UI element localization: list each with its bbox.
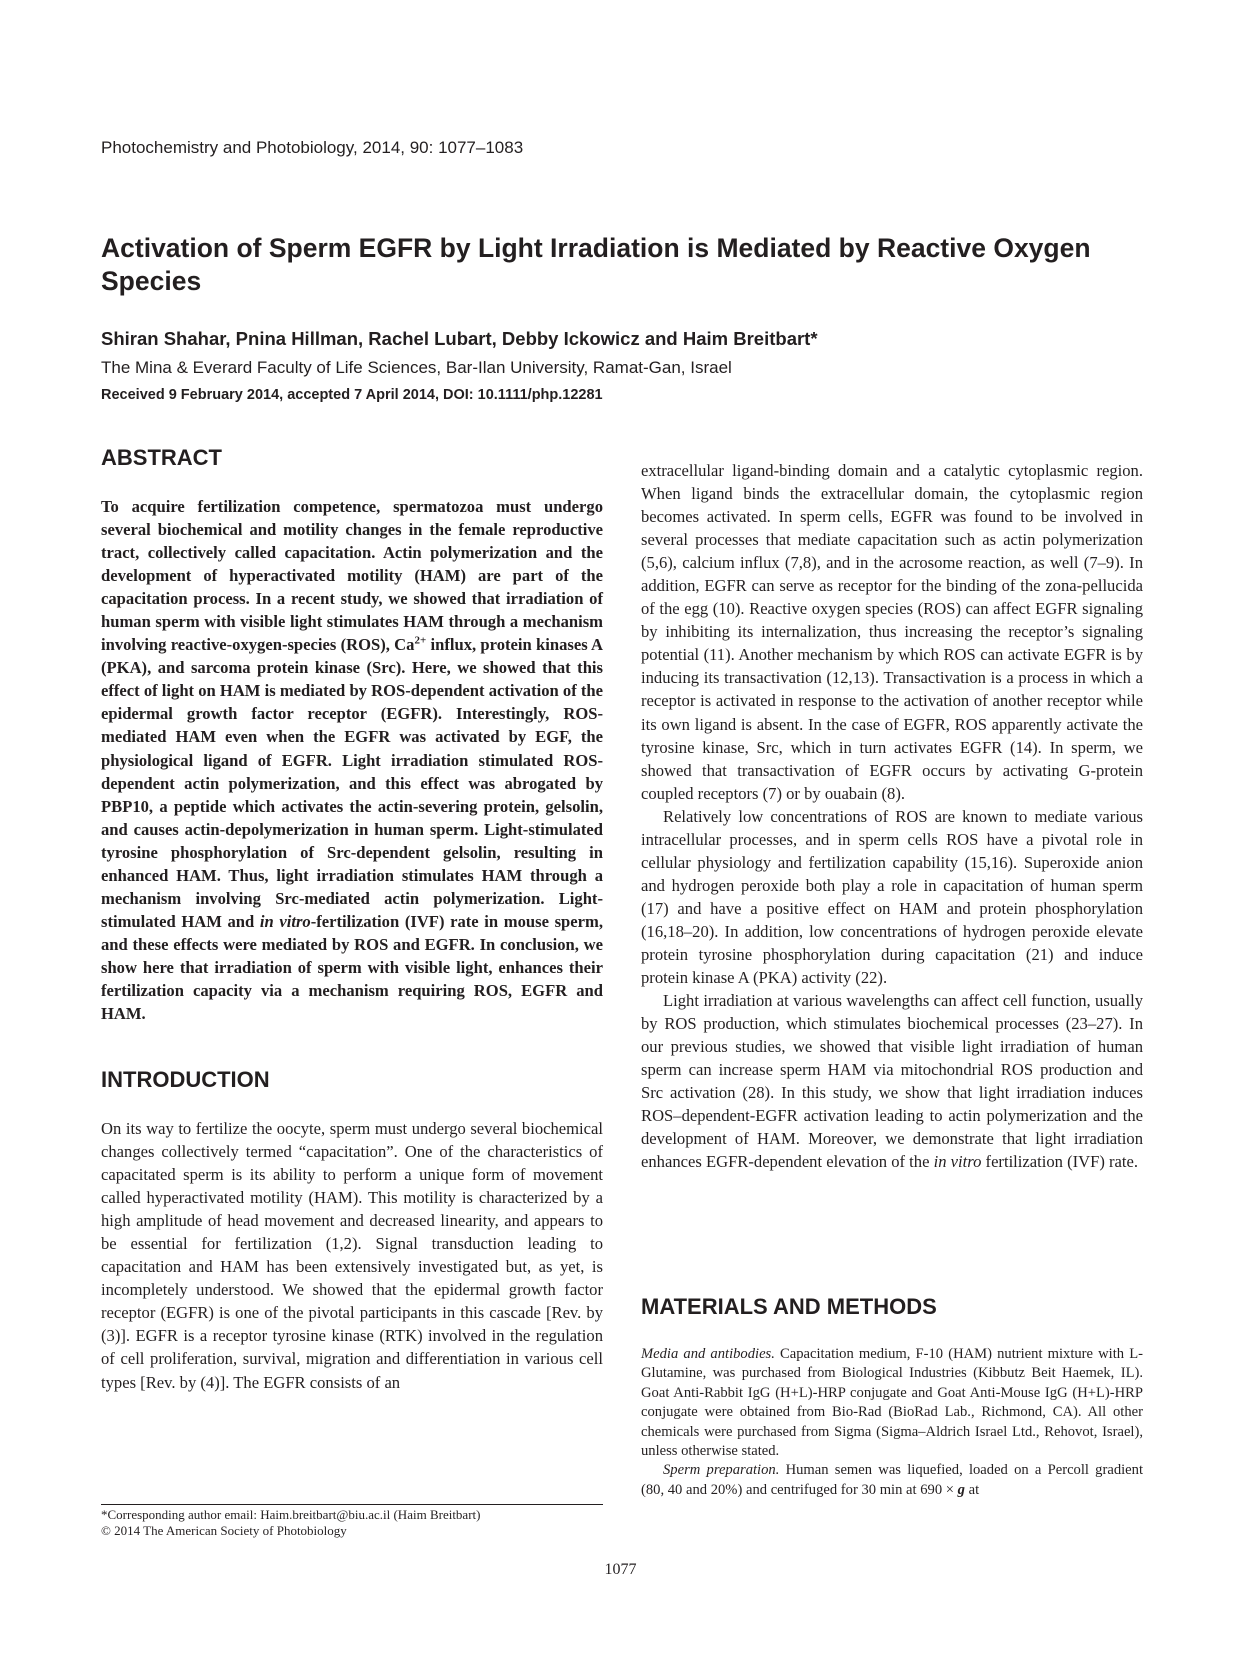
footnote-divider bbox=[101, 1504, 603, 1505]
methods-heading: MATERIALS AND METHODS bbox=[641, 1294, 937, 1319]
corresponding-author: *Corresponding author email: Haim.breitbart@biu.ac.il (Haim Breitbart) bbox=[101, 1507, 481, 1522]
sperm-preparation-label: Sperm preparation. bbox=[663, 1462, 780, 1479]
abstract-italic: in vitro bbox=[259, 911, 311, 931]
media-antibodies-text: Capacitation medium, F-10 (HAM) nutrient mixture with L-Glutamine, was purchased from Biological Industries (Kibbutz Beit Haemek, IL). Goat Anti-Rabbit IgG (H+L)-HRP conjugate and Goat Anti-Mouse IgG (H+L)-HRP conjugate were obtained from Bio-Rad (BioRad Lab., Richmond, CA). All other chemicals were purchased from Sigma (Sigma–Aldrich Israel Ltd., Rehovot, Israel), unless otherwise stated. bbox=[641, 1346, 1143, 1460]
abstract-text-part-c: -fertilization (IVF) rate in mouse sperm, and these effects were mediated by ROS and EGFR. In conclusion, we show here that irradiation of sperm with visible light, enhances their fertilization capacity via a mechanism requiring ROS, EGFR and HAM. bbox=[101, 911, 603, 1024]
right-column-text bbox=[641, 459, 1143, 1173]
introduction-heading: INTRODUCTION bbox=[101, 1067, 270, 1092]
paragraph-light-italic: in vitro bbox=[933, 1152, 982, 1172]
journal-citation: Photochemistry and Photobiology, 2014, 90: 1077–1083 bbox=[101, 138, 524, 157]
footnotes bbox=[101, 1507, 480, 1539]
sperm-preparation-end: at bbox=[964, 1481, 980, 1498]
paragraph-light-part-a: Light irradiation at various wavelengths can affect cell function, usually by ROS production, which stimulates biochemical processes (23–27). In our previous studies, we showed that visible light irradiation of human sperm can increase sperm HAM via mitochondrial ROS production and Src activation (28). In this study, we show that light irradiation induces ROS–dependent-EGFR activation leading to actin polymerization and the development of HAM. Moreover, we demonstrate that light irradiation enhances EGFR-dependent elevation of the bbox=[641, 991, 1143, 1172]
gravity-symbol: g bbox=[957, 1481, 965, 1498]
calcium-superscript: 2+ bbox=[414, 634, 427, 647]
paragraph-light bbox=[641, 989, 1143, 1173]
abstract-text bbox=[101, 495, 603, 1025]
affiliation: The Mina & Everard Faculty of Life Sciences, Bar-Ilan University, Ramat-Gan, Israel bbox=[101, 358, 732, 377]
paragraph-light-part-b: fertilization (IVF) rate. bbox=[981, 1152, 1139, 1172]
media-antibodies-paragraph bbox=[641, 1345, 1143, 1461]
paragraph-ros: Relatively low concentrations of ROS are known to mediate various intracellular processes, and in sperm cells ROS have a pivotal role in cellular physiology and fertilization capability (15,16). Superoxide anion and hydrogen peroxide both play a role in capacitation of human sperm (17) and have a positive effect on HAM and protein phosphorylation (16,18–20). In addition, low concentrations of hydrogen peroxide elevate protein tyrosine phosphorylation during capacitation (21) and induce protein kinase A (PKA) activity (22). bbox=[641, 806, 1143, 988]
introduction-text: On its way to fertilize the oocyte, sperm must undergo several biochemical changes collectively termed “capacitation”. One of the characteristics of capacitated sperm is its ability to perform a unique form of movement called hyperactivated motility (HAM). This motility is characterized by a high amplitude of head movement and decreased linearity, and appears to be essential for fertilization (1,2). Signal transduction leading to capacitation and HAM has been extensively investigated but, as yet, is incompletely understood. We showed that the epidermal growth factor receptor (EGFR) is one of the pivotal participants in this cascade [Rev. by (3)]. EGFR is a receptor tyrosine kinase (RTK) involved in the regulation of cell proliferation, survival, migration and differentiation in various cell types [Rev. by (4)]. The EGFR consists of an bbox=[101, 1119, 603, 1392]
sperm-preparation-paragraph bbox=[641, 1461, 1143, 1500]
abstract-text-part-a: To acquire fertilization competence, spermatozoa must undergo several biochemical and motility changes in the female reproductive tract, collectively called capacitation. Actin polymerization and the development of hyperactivated motility (HAM) are part of the capacitation process. In a recent study, we showed that irradiation of human sperm with visible light stimulates HAM through a mechanism involving reactive-oxygen-species (ROS), Ca bbox=[101, 497, 603, 655]
media-antibodies-label: Media and antibodies. bbox=[641, 1346, 775, 1362]
abstract-heading: ABSTRACT bbox=[101, 445, 222, 470]
abstract-text-part-b: influx, protein kinases A (PKA), and sarcoma protein kinase (Src). Here, we showed that this effect of light on HAM is mediated by ROS-dependent activation of the epidermal growth factor receptor (EGFR). Interestingly, ROS-mediated HAM even when the EGFR was activated by EGF, the physiological ligand of EGFR. Light irradiation stimulated ROS-dependent actin polymerization, and this effect was abrogated by PBP10, a peptide which activates the actin-severing protein, gelsolin, and causes actin-depolymerization in human sperm. Light-stimulated tyrosine phosphorylation of Src-dependent gelsolin, resulting in enhanced HAM. Thus, light irradiation stimulates HAM through a mechanism involving Src-mediated actin polymerization. Light-stimulated HAM and bbox=[101, 635, 604, 931]
paragraph-egfr: extracellular ligand-binding domain and a catalytic cytoplasmic region. When ligand binds the extracellular domain, the cytoplasmic region becomes activated. In sperm cells, EGFR was found to be involved in several processes that mediate capacitation such as actin polymerization (5,6), calcium influx (7,8), and in the acrosome reaction, as well (7–9). In addition, EGFR can serve as receptor for the binding of the zona-pellucida of the egg (10). Reactive oxygen species (ROS) can affect EGFR signaling by inhibiting its internalization, thus increasing the receptor’s signaling potential (11). Another mechanism by which ROS can activate EGFR is by inducing its transactivation (12,13). Transactivation is a process in which a receptor is activated in response to the activation of another receptor while its own ligand is absent. In the case of EGFR, ROS apparently activate the tyrosine kinase, Src, which in turn activates EGFR (14). In sperm, we showed that transactivation of EGFR occurs by activating G-protein coupled receptors (7) or by ouabain (8). bbox=[641, 461, 1143, 803]
received-dates: Received 9 February 2014, accepted 7 April 2014, DOI: 10.1111/php.12281 bbox=[101, 387, 603, 403]
methods-text bbox=[641, 1345, 1143, 1500]
copyright-notice: © 2014 The American Society of Photobiology bbox=[101, 1523, 347, 1538]
author-list: Shiran Shahar, Pnina Hillman, Rachel Lubart, Debby Ickowicz and Haim Breitbart* bbox=[101, 328, 818, 349]
sperm-preparation-text: Human semen was liquefied, loaded on a Percoll gradient (80, 40 and 20%) and centrifuged for 30 min at 690 × bbox=[641, 1462, 1143, 1498]
page-number: 1077 bbox=[604, 1561, 637, 1578]
article-title: Activation of Sperm EGFR by Light Irradiation is Mediated by Reactive Oxygen Species bbox=[101, 233, 1091, 296]
